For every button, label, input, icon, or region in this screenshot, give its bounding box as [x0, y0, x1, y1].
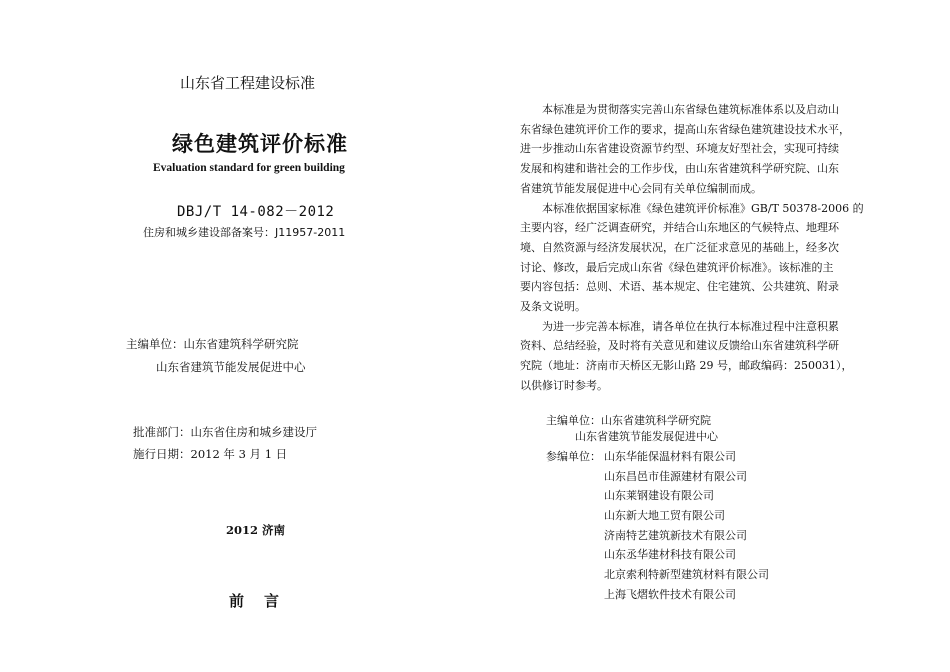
preface-line: 为进一步完善本标准，请各单位在执行本标准过程中注意积累	[542, 319, 839, 333]
participant-name: 上海飞熠软件技术有限公司	[604, 587, 736, 601]
participant-name: 山东莱钢建设有限公司	[604, 489, 714, 503]
preface-line: 本标准是为贯彻落实完善山东省绿色建筑标准体系以及启动山	[542, 103, 839, 116]
participant-name: 山东新大地工贸有限公司	[604, 509, 725, 523]
implementation-line	[133, 446, 287, 462]
preface-line: 境、自然资源与经济发展状况，在广泛征求意见的基础上，经多次	[520, 240, 839, 254]
org-title: 山东省工程建设标准	[180, 74, 316, 92]
preface-line: 省建筑节能发展促进中心会同有关单位编制而成。	[520, 181, 762, 195]
preface-line: 资料、总结经验，及时将有关意见和建议反馈给山东省建筑科学研	[520, 339, 839, 353]
preface-line: 究院（地址：济南市天桥区无影山路 29 号，邮政编码：250031），	[520, 359, 853, 373]
standard-code: DBJ/T 14-082－2012	[177, 204, 335, 220]
preface-paragraph	[520, 199, 890, 317]
participant-name: 北京索利特新型建筑材料有限公司	[604, 568, 769, 582]
right-chief-editor	[546, 413, 718, 445]
participant-name: 山东昌邑市佳源建材有限公司	[604, 469, 747, 483]
approval-value: 山东省住房和城乡建设厅	[190, 425, 317, 439]
preface-heading: 前言	[229, 592, 300, 610]
preface-line: 主要内容，经广泛调查研究，并结合山东地区的气候特点、地理环	[520, 221, 839, 235]
participant-name: 济南特艺建筑新技术有限公司	[604, 528, 747, 542]
preface-line: 发展和构建和谐社会的工作步伐，由山东省建筑科学研究院、山东	[520, 162, 839, 176]
preface-line: 讨论、修改，最后完成山东省《绿色建筑评价标准》。该标准的主	[520, 260, 834, 274]
chief-editor-line-1	[126, 336, 299, 352]
publish-place: 2012 济南	[226, 523, 286, 537]
preface-body	[520, 100, 890, 396]
chief-editor-label: 主编单位：	[126, 337, 184, 351]
chief-editor-2: 山东省建筑节能发展促进中心	[156, 360, 306, 374]
main-title: 绿色建筑评价标准	[172, 131, 348, 156]
chief-editor-1: 山东省建筑科学研究院	[183, 337, 299, 351]
approval-line	[133, 424, 317, 440]
english-title: Evaluation standard for green building	[153, 162, 345, 174]
right-chief-editor-line-1: 主编单位：山东省建筑科学研究院	[546, 414, 711, 427]
record-number: 住房和城乡建设部备案号：J11957-2011	[143, 226, 346, 239]
implementation-label: 施行日期：	[133, 447, 191, 461]
preface-line: 东省绿色建筑评价工作的要求，提高山东省绿色建筑建设技术水平，	[520, 122, 850, 136]
preface-line: 进一步推动山东省建设资源节约型、环境友好型社会，实现可持续	[520, 142, 839, 156]
preface-line: 要内容包括：总则、术语、基本规定、住宅建筑、公共建筑、附录	[520, 280, 839, 294]
participant-name: 山东华能保温材料有限公司	[604, 450, 736, 463]
implementation-value: 2012 年 3 月 1 日	[190, 447, 288, 461]
right-chief-editor-line-2: 山东省建筑节能发展促进中心	[575, 430, 718, 443]
preface-paragraph	[520, 317, 890, 396]
participant-name: 山东丞华建材科技有限公司	[604, 548, 736, 562]
preface-line: 本标准依据国家标准《绿色建筑评价标准》GB/T 50378-2006 的	[542, 201, 864, 215]
preface-paragraph	[520, 100, 890, 199]
approval-label: 批准部门：	[133, 425, 191, 439]
participants-label: 参编单位：	[546, 450, 601, 463]
preface-line: 及条文说明。	[520, 300, 586, 314]
preface-line: 以供修订时参考。	[520, 378, 608, 392]
